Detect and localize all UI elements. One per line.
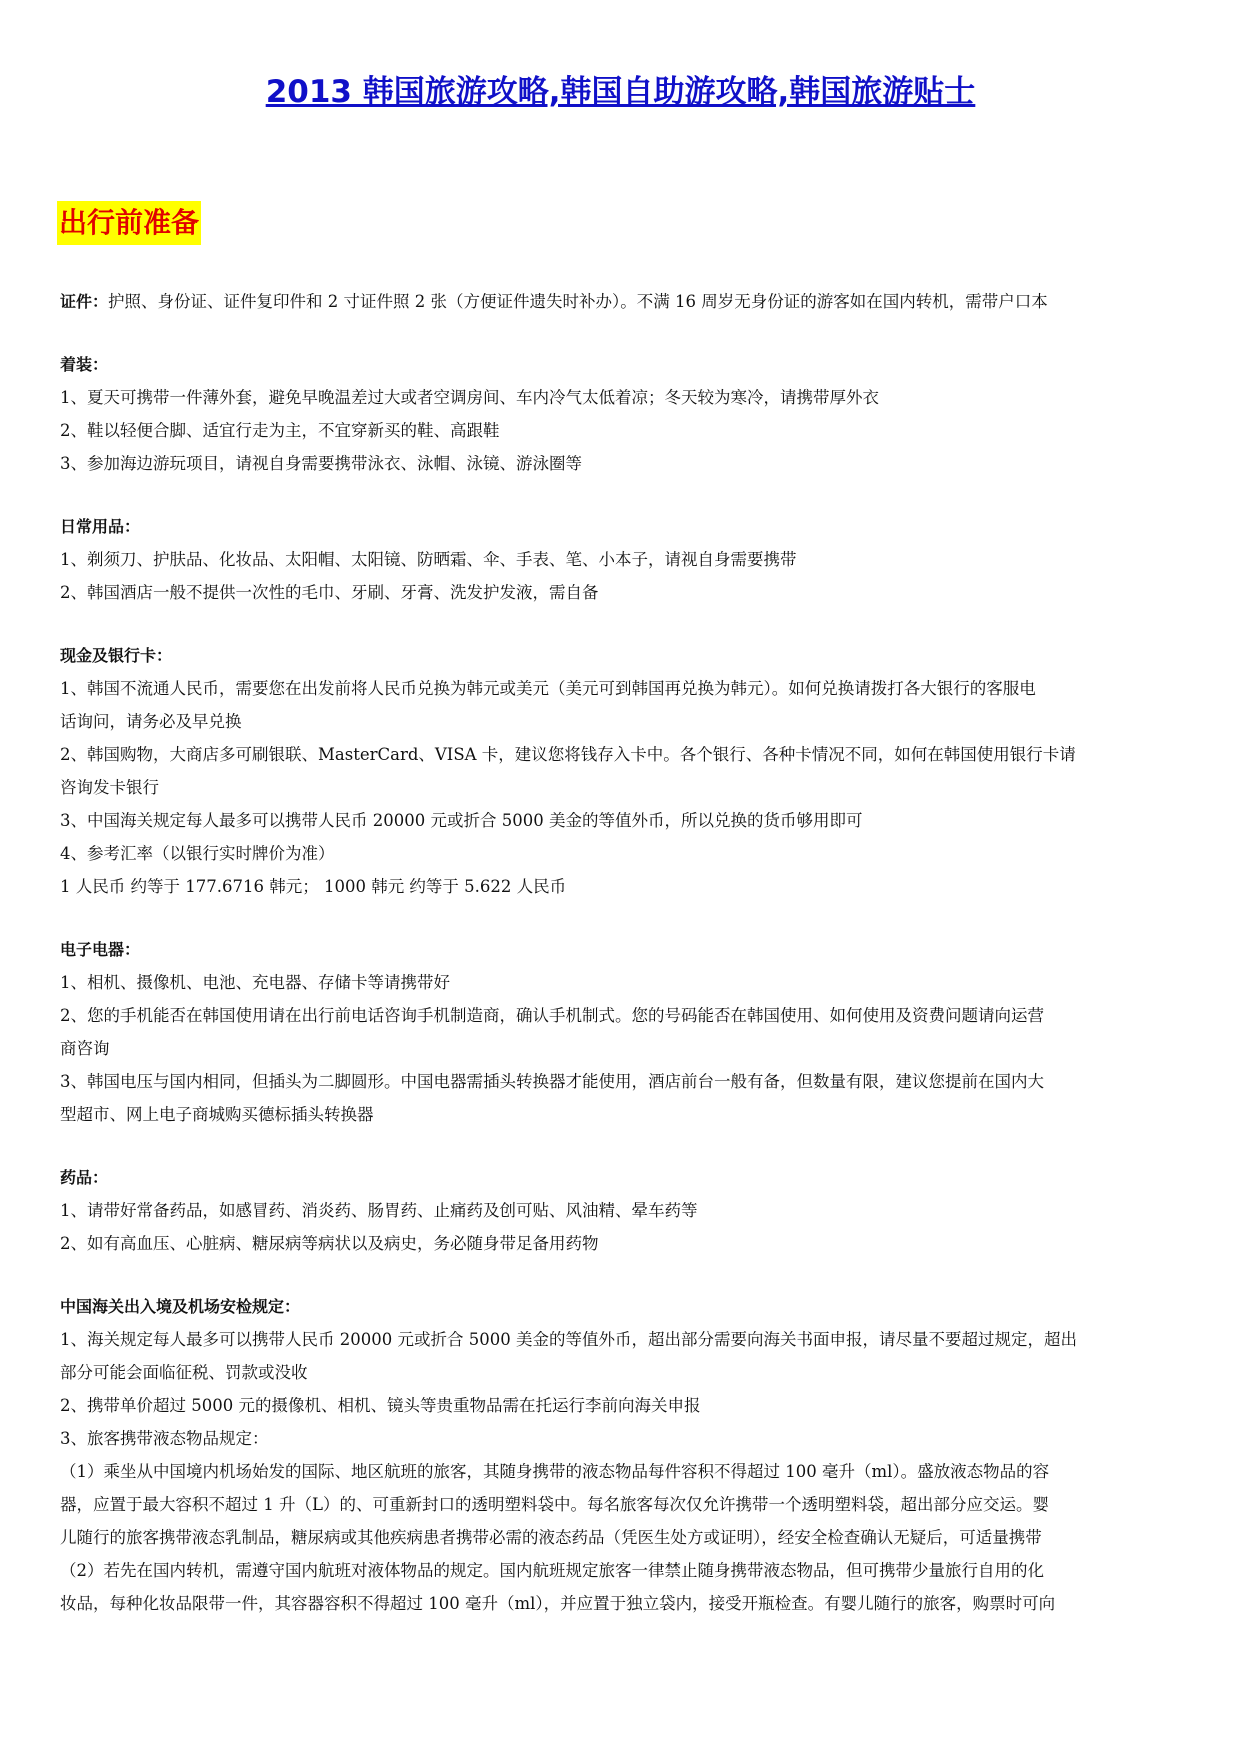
section-heading: 出行前准备: [57, 201, 201, 245]
electronics-item: 商咨询: [60, 1039, 110, 1058]
cash-item: 话询问，请务必及早兑换: [60, 712, 242, 731]
customs-item: 儿随行的旅客携带液态乳制品，糖尿病或其他疾病患者携带必需的液态药品（凭医生处方或证明），经安全检查确认无疑后，可适量携带: [60, 1528, 1042, 1547]
medicine-item: 2、如有高血压、心脏病、糖尿病等病状以及病史，务必随身带足备用药物: [60, 1234, 599, 1253]
cash-item: 2、韩国购物，大商店多可刷银联、MasterCard、VISA 卡，建议您将钱存入卡中。各个银行、各种卡情况不同，如何在韩国使用银行卡请: [60, 745, 1076, 764]
cash-item: 4、参考汇率（以银行实时牌价为准）: [60, 844, 335, 863]
customs-label: 中国海关出入境及机场安检规定：: [60, 1297, 301, 1316]
daily-items-label: 日常用品：: [60, 517, 141, 536]
electronics-item: 3、韩国电压与国内相同，但插头为二脚圆形。中国电器需插头转换器才能使用，酒店前台一般有备，但数量有限，建议您提前在国内大: [60, 1072, 1044, 1091]
daily-item: 2、韩国酒店一般不提供一次性的毛巾、牙刷、牙膏、洗发护发液，需自备: [60, 583, 599, 602]
documents-text: 护照、身份证、证件复印件和 2 寸证件照 2 张（方便证件遗失时补办）。不满 16 周岁无身份证的游客如在国内转机，需带户口本: [108, 292, 1048, 311]
exchange-rate: 1 人民币 约等于 177.6716 韩元； 1000 韩元 约等于 5.622 人民币: [60, 877, 567, 896]
document-title[interactable]: 2013 韩国旅游攻略,韩国自助游攻略,韩国旅游贴士: [265, 74, 976, 110]
electronics-item: 2、您的手机能否在韩国使用请在出行前电话咨询手机制造商，确认手机制式。您的号码能否在韩国使用、如何使用及资费问题请向运营: [60, 1006, 1044, 1025]
medicine-label: 药品：: [60, 1168, 109, 1187]
clothing-item: 3、参加海边游玩项目，请视自身需要携带泳衣、泳帽、泳镜、游泳圈等: [60, 454, 582, 473]
electronics-label: 电子电器：: [60, 940, 141, 959]
customs-item: （1）乘坐从中国境内机场始发的国际、地区航班的旅客，其随身携带的液态物品每件容积不得超过 100 毫升（ml）。盛放液态物品的容: [60, 1462, 1050, 1481]
customs-item: （2）若先在国内转机，需遵守国内航班对液体物品的规定。国内航班规定旅客一律禁止随身携带液态物品，但可携带少量旅行自用的化: [60, 1561, 1044, 1580]
customs-item: 部分可能会面临征税、罚款或没收: [60, 1363, 308, 1382]
medicine-item: 1、请带好常备药品，如感冒药、消炎药、肠胃药、止痛药及创可贴、风油精、晕车药等: [60, 1201, 698, 1220]
customs-item: 3、旅客携带液态物品规定：: [60, 1429, 269, 1448]
customs-item: 1、海关规定每人最多可以携带人民币 20000 元或折合 5000 美金的等值外币，超出部分需要向海关书面申报，请尽量不要超过规定，超出: [60, 1330, 1077, 1349]
documents-paragraph: [60, 285, 1188, 318]
daily-item: 1、剃须刀、护肤品、化妆品、太阳帽、太阳镜、防晒霜、伞、手表、笔、小本子，请视自身需要携带: [60, 550, 797, 569]
clothing-item: 2、鞋以轻便合脚、适宜行走为主，不宜穿新买的鞋、高跟鞋: [60, 421, 500, 440]
electronics-item: 型超市、网上电子商城购买德标插头转换器: [60, 1105, 374, 1124]
cash-label: 现金及银行卡：: [60, 646, 173, 665]
customs-item: 器，应置于最大容积不超过 1 升（L）的、可重新封口的透明塑料袋中。每名旅客每次仅允许携带一个透明塑料袋，超出部分应交运。婴: [60, 1495, 1049, 1514]
documents-label: 证件：: [60, 292, 109, 311]
document-body: [60, 285, 1188, 1620]
electronics-item: 1、相机、摄像机、电池、充电器、存储卡等请携带好: [60, 973, 450, 992]
cash-item: 咨询发卡银行: [60, 778, 159, 797]
cash-item: 1、韩国不流通人民币，需要您在出发前将人民币兑换为韩元或美元（美元可到韩国再兑换为韩元）。如何兑换请拨打各大银行的客服电: [60, 679, 1036, 698]
customs-item: 2、携带单价超过 5000 元的摄像机、相机、镜头等贵重物品需在托运行李前向海关申报: [60, 1396, 701, 1415]
clothing-label: 着装：: [60, 355, 109, 374]
clothing-item: 1、夏天可携带一件薄外套，避免早晚温差过大或者空调房间、车内冷气太低着凉；冬天较为寒冷，请携带厚外衣: [60, 388, 879, 407]
cash-item: 3、中国海关规定每人最多可以携带人民币 20000 元或折合 5000 美金的等值外币，所以兑换的货币够用即可: [60, 811, 863, 830]
customs-item: 妆品，每种化妆品限带一件，其容器容积不得超过 100 毫升（ml），并应置于独立袋内，接受开瓶检查。有婴儿随行的旅客，购票时可向: [60, 1594, 1056, 1613]
